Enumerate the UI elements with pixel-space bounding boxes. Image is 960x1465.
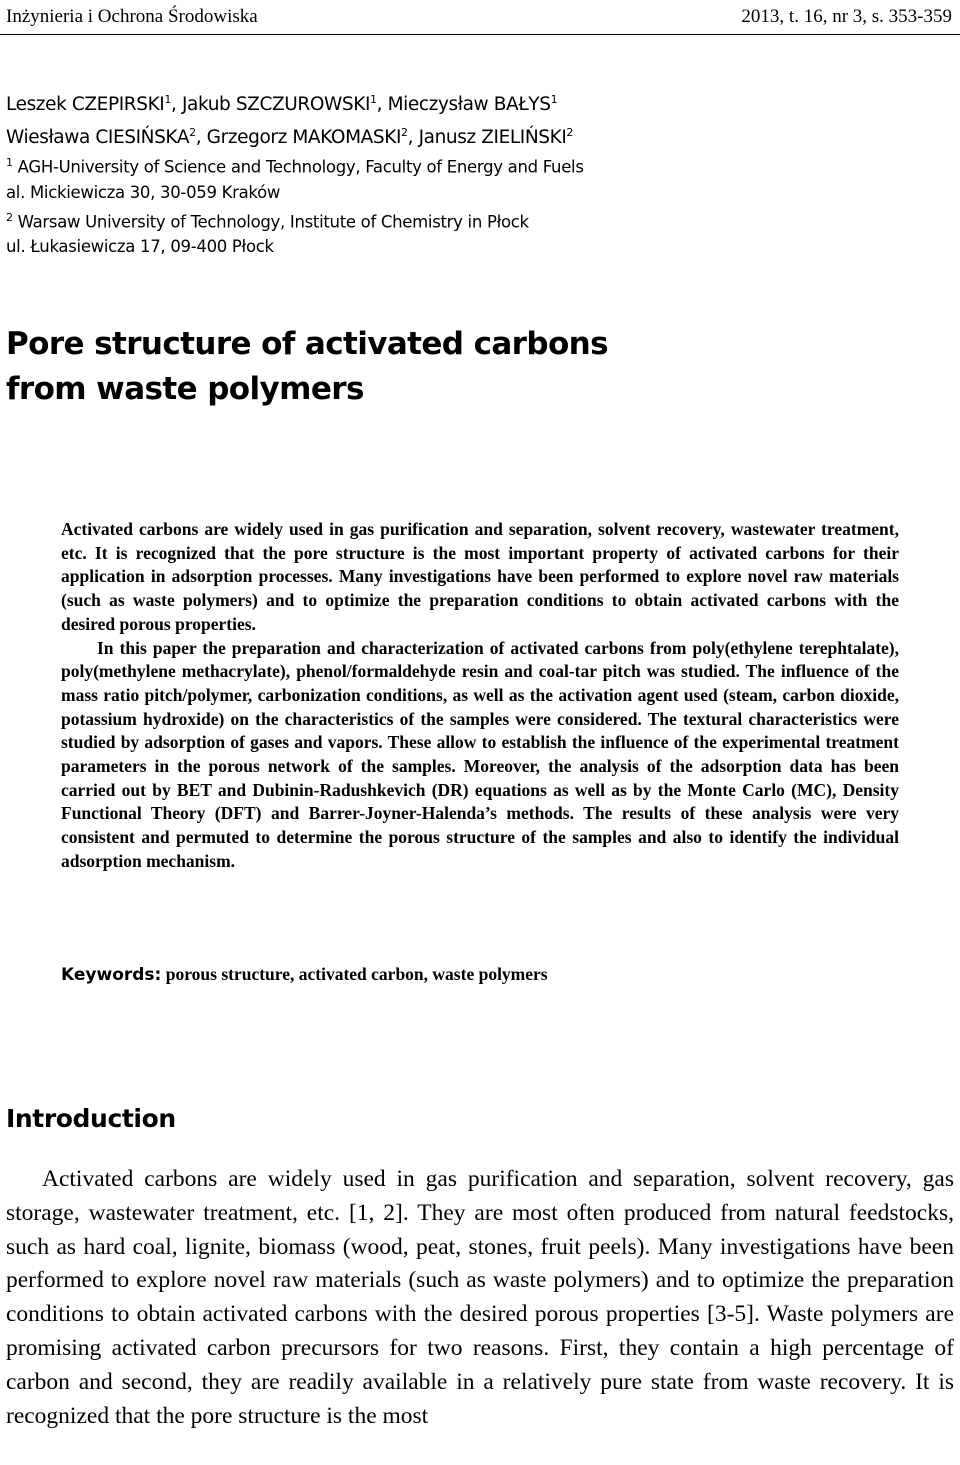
affiliation-institution bbox=[6, 150, 584, 180]
affiliation-institution bbox=[6, 205, 584, 235]
author-line: Wiesława CIESIŃSKA$^2$, Grzegorz MAKOMASKI$^2$, Janusz ZIELIŃSKI$^2$ bbox=[6, 126, 574, 149]
running-header bbox=[6, 4, 952, 30]
affiliation-marker: 1 bbox=[6, 156, 13, 169]
issue-info: 2013, t. 16, nr 3, s. 353-359 bbox=[741, 6, 952, 27]
author-line: Leszek CZEPIRSKI$^1$, Jakub SZCZUROWSKI$^1$, Mieczysław BAŁYS$^1$ bbox=[6, 93, 558, 116]
author-name: Mieczysław BAŁYS bbox=[387, 94, 551, 116]
affiliation-marker: 1 bbox=[164, 93, 171, 106]
body-paragraph: Activated carbons are widely used in gas purification and separation, solvent recovery, gas storage, wastewater treatment, etc. [1, 2]. They are most often produced from natural feedstocks, such as hard coal, lignite, biomass (wood, peat, stones, fruit peels). Many investigations have been performed to explore novel raw materials (such as waste polymers) and to optimize the preparation conditions to obtain activated carbons with the desired porous properties [3-5]. Waste polymers are promising activated carbon precursors for two reasons. First, they contain a high percentage of carbon and second, they are readily available in a relatively pure state from waste recovery. It is recognized that the pore structure is the most bbox=[6, 1166, 954, 1429]
author-list bbox=[6, 86, 573, 152]
affiliation-list bbox=[6, 150, 584, 259]
abstract-paragraph: Activated carbons are widely used in gas purification and separation, solvent recovery, wastewater treatment, etc. It is recognized that the pore structure is the most important property of activated carbons for their application in adsorption processes. Many investigations have been performed to explore novel raw materials (such as waste polymers) and to optimize the preparation conditions to obtain activated carbons with the desired porous properties. bbox=[61, 519, 899, 634]
affiliation-marker: 1 bbox=[550, 93, 558, 106]
affiliation-marker: 1 bbox=[370, 93, 377, 106]
keywords bbox=[61, 964, 548, 985]
affiliation-address: al. Mickiewicza 30, 30-059 Kraków bbox=[6, 182, 281, 202]
journal-name: Inżynieria i Ochrona Środowiska bbox=[6, 6, 258, 27]
author-name: Grzegorz MAKOMASKI bbox=[206, 127, 402, 149]
keywords-label: Keywords: bbox=[61, 965, 162, 985]
affiliation-address: ul. Łukasiewicza 17, 09-400 Płock bbox=[6, 237, 274, 256]
affiliation-marker: 2 bbox=[189, 126, 196, 140]
title-line: from waste polymers bbox=[6, 371, 364, 407]
keywords-text: porous structure, activated carbon, waste polymers bbox=[165, 964, 548, 984]
institution-name: Warsaw University of Technology, Institute of Chemistry in Płock bbox=[17, 212, 529, 231]
abstract-paragraph: In this paper the preparation and characterization of activated carbons from poly(ethylene terephtalate), poly(methylene methacrylate), phenol/formaldehyde resin and coal-tar pitch was studied. The influence of the mass ratio pitch/polymer, carbonization conditions, as well as the activation agent used (steam, carbon dioxide, potassium hydroxide) on the characteristics of the samples were considered. The textural characteristics were studied by adsorption of gases and vapors. These allow to establish the influence of the experimental treatment parameters in the porous network of the samples. Moreover, the analysis of the adsorption data has been carried out by BET and Dubinin-Radushkevich (DR) equations as well as by the Monte Carlo (MC), Density Functional Theory (DFT) and Barrer-Joyner-Halenda’s methods. The results of these analysis were very consistent and permuted to determine the porous structure of the samples and also to identify the individual adsorption mechanism. bbox=[61, 637, 899, 871]
header-divider bbox=[0, 34, 960, 35]
paper-title bbox=[6, 322, 608, 412]
affiliation-marker: 2 bbox=[6, 210, 13, 224]
author-name: Jakub SZCZUROWSKI bbox=[181, 94, 371, 116]
affiliation-marker: 2 bbox=[566, 126, 574, 140]
title-line: Pore structure of activated carbons bbox=[6, 326, 608, 362]
abstract bbox=[61, 518, 899, 874]
introduction-body bbox=[6, 1163, 954, 1433]
affiliation-marker: 2 bbox=[401, 126, 408, 140]
institution-name: AGH-University of Science and Technology, Faculty of Energy and Fuels bbox=[17, 157, 584, 177]
author-name: Wiesława CIESIŃSKA bbox=[6, 127, 190, 149]
author-name: Leszek CZEPIRSKI bbox=[6, 94, 165, 116]
author-name: Janusz ZIELIŃSKI bbox=[418, 127, 567, 149]
section-heading-introduction: Introduction bbox=[6, 1104, 176, 1133]
